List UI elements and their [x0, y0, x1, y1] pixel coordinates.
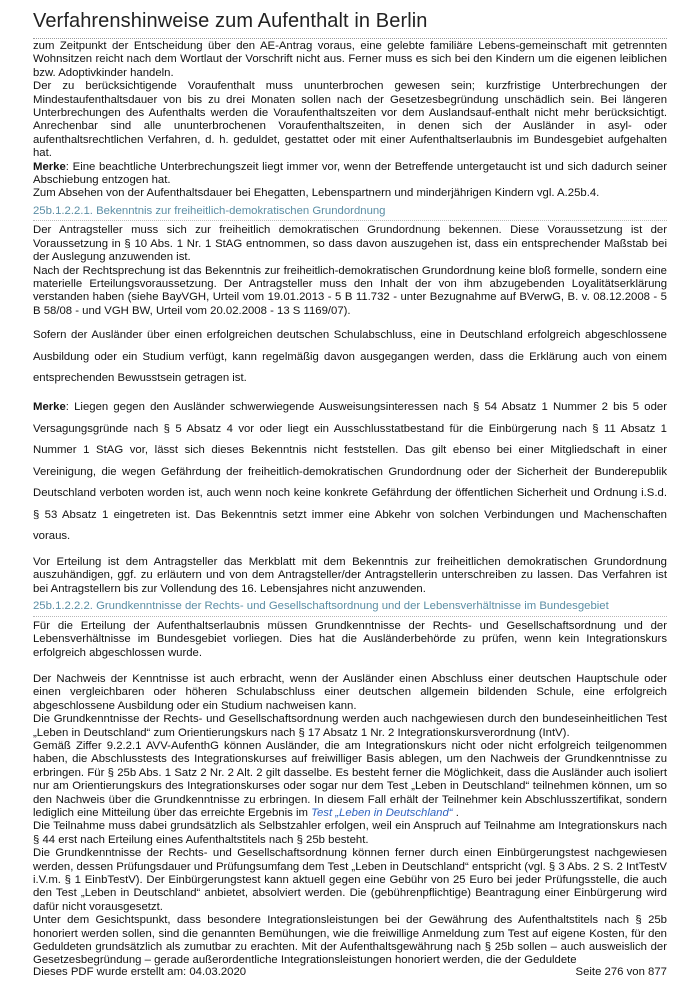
paragraph-text: Gemäß Ziffer 9.2.2.1 AVV-AufenthG können Ausländer, die am Integrationskurs nicht oder nicht erfolgreich teilgenommen haben, die Abschlusstests des Integrationskurses auf freiwilliger Basis ablegen, um den Nachweis der Grundkenntnisse zu erbringen. Für § 25b Abs. 1 Satz 2 Nr. 2 Alt. 2 gilt dasselbe. Es besteht ferner die Möglichkeit, dass die Ausländer auch isoliert nur am Orientierungskurs des Integrationskurses oder sogar nur dem Test „Leben in Deutschland“ teilnehmen können, um so den Nachweis über die Grundkenntnisse zu erbringen. In diesem Fall erhält der Teilnehmer kein Abschlusszertifikat, sondern lediglich eine Mitteilung über das erreichte Ergebnis im [33, 739, 667, 819]
creation-date: Dieses PDF wurde erstellt am: 04.03.2020 [33, 966, 247, 978]
page-number: Seite 276 von 877 [575, 966, 667, 978]
header-divider [33, 38, 667, 39]
paragraph: Unter dem Gesichtspunkt, dass besondere Integrationsleistungen bei der Gewährung des Aufenthaltstitels nach § 25b honoriert werden sollen, sind die genannten Bemühungen, wie die freiwillige Anmeldung zum Test auf eigene Kosten, für den Geduldeten grundsätzlich als zumutbar zu erachten. Mit der Aufenthaltsgewährung nach § 25b sollen – auch ausweislich der Gesetzesbegründung – gerade außerordentliche Integrationsleistungen honoriert werden, die der Geduldete [33, 914, 667, 967]
note-label: Merke [33, 160, 66, 173]
paragraph: Die Teilnahme muss dabei grundsätzlich als Selbstzahler erfolgen, weil ein Anspruch auf Teilnahme am Integrationskurs nach § 44 erst nach Erteilung eines Aufenthaltstitels nach § 25b besteht. [33, 820, 667, 846]
page-header [33, 10, 667, 39]
paragraph: zum Zeitpunkt der Entscheidung über den AE-Antrag voraus, eine gelebte familiäre Lebens-gemeinschaft mit getrennten Wohnsitzen reicht nach dem Wortlaut der Vorschrift nicht aus. Ferner muss es sich bei den Kindern um die eigenen leiblichen bzw. Adoptivkinder handeln. [33, 40, 667, 79]
paragraph: Der Nachweis der Kenntnisse ist auch erbracht, wenn der Ausländer einen Abschluss einer deutschen Hauptschule oder einen vergleichbaren oder höheren Schulabschluss einer deutschen allgemein bildenden Schule, eine erfolgreich abgeschlossene Ausbildung oder ein Studium nachweisen kann. [33, 672, 667, 712]
paragraph: Der zu berücksichtigende Voraufenthalt muss ununterbrochen gewesen sein; kurzfristige Unterbrechungen der Mindestaufenthaltsdauer von bis zu drei Monaten sollen nach der Gesetzesbegründung unschädlich sein. Bei längeren Unterbrechungen des Aufenthalts werden die Voraufenthaltszeiten vor dem Auslandsauf-enthalt nicht mehr berücksichtigt. Anrechenbar sind alle ununterbrochenen Voraufenthaltszeiten, in denen sich der Ausländer in asyl- oder aufenthaltsrechtlichen Verfahren, d. h. geduldet, gestattet oder mit einer Aufenthaltserlaubnis im Bundesgebiet aufgehalten hat. [33, 80, 667, 160]
paragraph: Nach der Rechtsprechung ist das Bekenntnis zur freiheitlich-demokratischen Grundordnung keine bloß formelle, sondern eine materielle Erteilungsvoraussetzung. Der Antragsteller muss den Inhalt der von ihm abzugebenden Loyalitätserklärung verstanden haben (siehe BayVGH, Urteil vom 19.01.2013 - 5 B 11.732 - unter Bezugnahme auf BVerwG, B. v. 08.12.2008 - 5 B 58/08 - und VGH BW, Urteil vom 20.02.2008 - 13 S 1169/07). [33, 264, 667, 317]
paragraph: Die Grundkenntnisse der Rechts- und Gesellschaftsordnung werden auch nachgewiesen durch den bundeseinheitlichen Test „Leben in Deutschland“ zum Orientierungskurs nach § 17 Absatz 1 Nr. 2 Integrationskursverordnung (IntV). [33, 713, 667, 739]
page-title: Verfahrenshinweise zum Aufenthalt in Berlin [33, 10, 428, 32]
test-link[interactable]: Test „Leben in Deutschland“ [311, 806, 453, 819]
paragraph-text: . [452, 806, 459, 819]
note-paragraph [33, 397, 667, 548]
section-heading: 25b.1.2.2.2. Grundkenntnisse der Rechts- und Gesellschaftsordnung und der Lebensverhältnisse im Bundesgebiet [33, 600, 667, 616]
paragraph: Sofern der Ausländer über einen erfolgreichen deutschen Schulabschluss, eine in Deutschland erfolgreich abgeschlossene Ausbildung oder ein Studium verfügt, kann regelmäßig davon ausgegangen werden, dass die Erklärung auch von einem entsprechenden Bewusstsein getragen ist. [33, 329, 667, 385]
note-text: : Eine beachtliche Unterbrechungszeit liegt immer vor, wenn der Betreffende untergetaucht ist und sich dadurch seiner Abschiebung entzogen hat. [33, 160, 667, 187]
note-text: : Liegen gegen den Ausländer schwerwiegende Ausweisungsinteressen nach § 54 Absatz 1 Nummer 2 bis 5 oder Versagungsgründe nach § 5 Absatz 4 vor oder liegt ein Ausschlusstatbestand für die Einbürgerung nach § 11 Absatz 1 Nummer 1 StAG vor, lässt sich dieses Bekenntnis nicht feststellen. Das gilt ebenso bei einer Mitgliedschaft in einer Vereinigung, die wegen Gefährdung der freiheitlich-demokratischen Grundordnung oder der Sicherheit der Bunderepublik Deutschland verboten worden ist, auch wenn noch keine konkrete Gefährdung der öffentlichen Sicherheit und Ordnung i.S.d. § 53 Absatz 1 eingetreten ist. Das Bekenntnis setzt immer eine Abkehr von solchen Verbindungen und Machenschaften voraus. [33, 400, 667, 543]
paragraph: Für die Erteilung der Aufenthaltserlaubnis müssen Grundkenntnisse der Rechts- und Gesellschaftsordnung und der Lebensverhältnisse im Bundesgebiet vorliegen. Dies hat die Ausländerbehörde zu prüfen, wenn kein Integrationskurs erfolgreich abgeschlossen wurde. [33, 619, 667, 659]
paragraph [33, 740, 667, 820]
section-heading: 25b.1.2.2.1. Bekenntnis zur freiheitlich-demokratischen Grundordnung [33, 205, 667, 221]
note-label: Merke [33, 400, 66, 413]
note-paragraph [33, 161, 667, 188]
document-body [33, 40, 667, 968]
paragraph: Die Grundkenntnisse der Rechts- und Gesellschaftsordnung können ferner durch einen Einbürgerungstest nachgewiesen werden, dessen Prüfungsdauer und Prüfungsumfang dem Test „Leben in Deutschland“ entspricht (vgl. § 3 Abs. 2 S. 2 IntTestV i.V.m. § 1 EinbTestV). Der Einbürgerungstest kann aktuell gegen eine Gebühr von 25 Euro bei jeder Prüfungsstelle, die auch den Test „Leben in Deutschland“ anbietet, absolviert werden. Die (gebührenpflichtige) Beantragung einer Einbürgerung wird dafür nicht vorausgesetzt. [33, 847, 667, 913]
paragraph: Zum Absehen von der Aufenthaltsdauer bei Ehegatten, Lebenspartnern und minderjährigen Kindern vgl. A.25b.4. [33, 187, 600, 200]
paragraph: Der Antragsteller muss sich zur freiheitlich demokratischen Grundordnung bekennen. Diese Voraussetzung ist der Voraussetzung in § 10 Abs. 1 Nr. 1 StAG entnommen, so dass davon auszugehen ist, dass ein entsprechender Maßstab bei der Auslegung anzuwenden ist. [33, 224, 667, 264]
paragraph: Vor Erteilung ist dem Antragsteller das Merkblatt mit dem Bekenntnis zur freiheitlichen demokratischen Grundordnung auszuhändigen, ggf. zu erläutern und von dem Antragsteller/der Antragstellerin unterschreiben zu lassen. Das Verfahren ist bei Antragstellern bis zur Vollendung des 16. Lebensjahres nicht anzuwenden. [33, 556, 667, 595]
